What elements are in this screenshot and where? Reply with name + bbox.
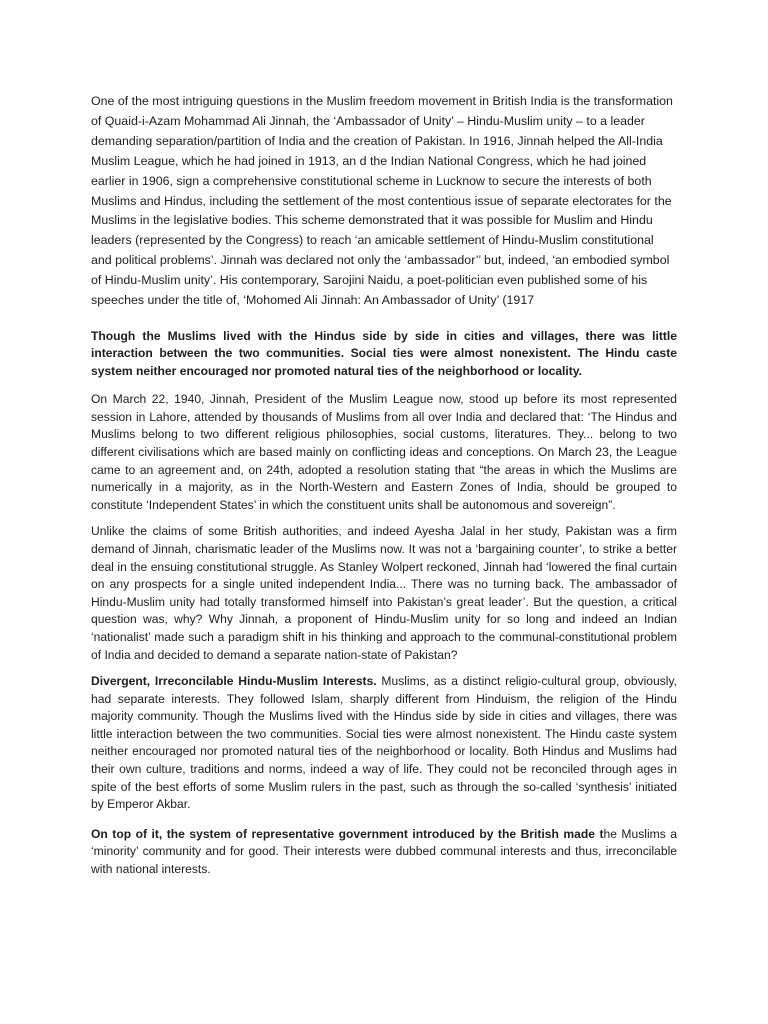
document-page (91, 92, 677, 879)
paragraph-lahore-resolution: On March 22, 1940, Jinnah, President of the Muslim League now, stood up before its most represented session in Lahore, attended by thousands of Muslims from all over India and declared that: ‘The Hindus and Muslims belong to two different religious philosophies, social customs, literatures. They... belong to two different civilisations which are based mainly on conflicting ideas and conceptions. On March 23, the League came to an agreement and, on 24th, adopted a resolution stating that “the areas in which the Muslims are numerically in a majority, as in the North-Western and Eastern Zones of India, should be grouped to constitute ‘Independent States’ in which the constituent units shall be autonomous and sovereign”. (91, 392, 677, 512)
paragraph-body: Muslims, as a distinct religio-cultural group, obviously, had separate interests. They followed Islam, sharply different from Hinduism, the religion of the Hindu majority community. Though the Muslims lived with the Hindus side by side in cities and villages, there was little interaction between the two communities. Social ties were almost nonexistent. The Hindu caste system neither encouraged nor promoted natural ties of the neighborhood or locality. Both Hindus and Muslims had their own culture, traditions and norms, indeed a way of life. They could not be reconciled through ages in spite of the best efforts of some Muslim rulers in the past, such as through the so-called ‘synthesis’ initiated by Emperor Akbar. (91, 674, 677, 812)
paragraph-body: he Muslims a ‘minority’ community and for good. Their interests were dubbed communal interests and thus, irreconcilable with national interests. (91, 826, 677, 877)
bold-lead-text: On top of it, the system of representative government introduced by the British made t (91, 826, 604, 841)
section-heading: Divergent, Irreconcilable Hindu-Muslim Interests. (91, 674, 377, 689)
paragraph-firm-demand: Unlike the claims of some British authorities, and indeed Ayesha Jalal in her study, Pakistan was a firm demand of Jinnah, charismatic leader of the Muslims now. It was not a ‘bargaining counter’, to strike a better deal in the ensuing constitutional struggle. As Stanley Wolpert reckoned, Jinnah had ‘lowered the final curtain on any prospects for a single united independent India... There was no turning back. The ambassador of Hindu-Muslim unity had totally transformed himself into Pakistan’s great leader’. But the question, a critical question was, why? Why Jinnah, a proponent of Hindu-Muslim unity for so long and indeed an Indian ‘nationalist’ made such a paradigm shift in his thinking and approach to the communal-constitutional problem of India and decided to demand a separate nation-state of Pakistan? (91, 524, 677, 662)
paragraph-bold-summary: Though the Muslims lived with the Hindus side by side in cities and villages, there was little interaction between the two communities. Social ties were almost nonexistent. The Hindu caste system neither encouraged nor promoted natural ties of the neighborhood or locality. (91, 328, 677, 378)
paragraph-intro: One of the most intriguing questions in the Muslim freedom movement in British India is the transformation of Quaid-i-Azam Mohammad Ali Jinnah, the ‘Ambassador of Unity’ – Hindu-Muslim unity – to a leader demanding separation/partition of India and the creation of Pakistan. In 1916, Jinnah helped the All-India Muslim League, which he had joined in 1913, an d the Indian National Congress, which he had joined earlier in 1906, sign a comprehensive constitutional scheme in Lucknow to secure the interests of both Muslims and Hindus, including the settlement of the most contentious issue of separate electorates for the Muslims in the legislative bodies. This scheme demonstrated that it was possible for Muslim and Hindu leaders (represented by the Congress) to reach ‘an amicable settlement of Hindu-Muslim constitutional and political problems’. Jinnah was declared not only the ‘ambassador’’ but, indeed, ‘an embodied symbol of Hindu-Muslim unity’. His contemporary, Sarojini Naidu, a poet-politician even published some of his speeches under the title of, ‘Mohomed Ali Jinnah: An Ambassador of Unity’ (1917 (91, 94, 673, 308)
paragraph-divergent-interests (91, 673, 677, 814)
paragraph-representative-government (91, 826, 677, 879)
